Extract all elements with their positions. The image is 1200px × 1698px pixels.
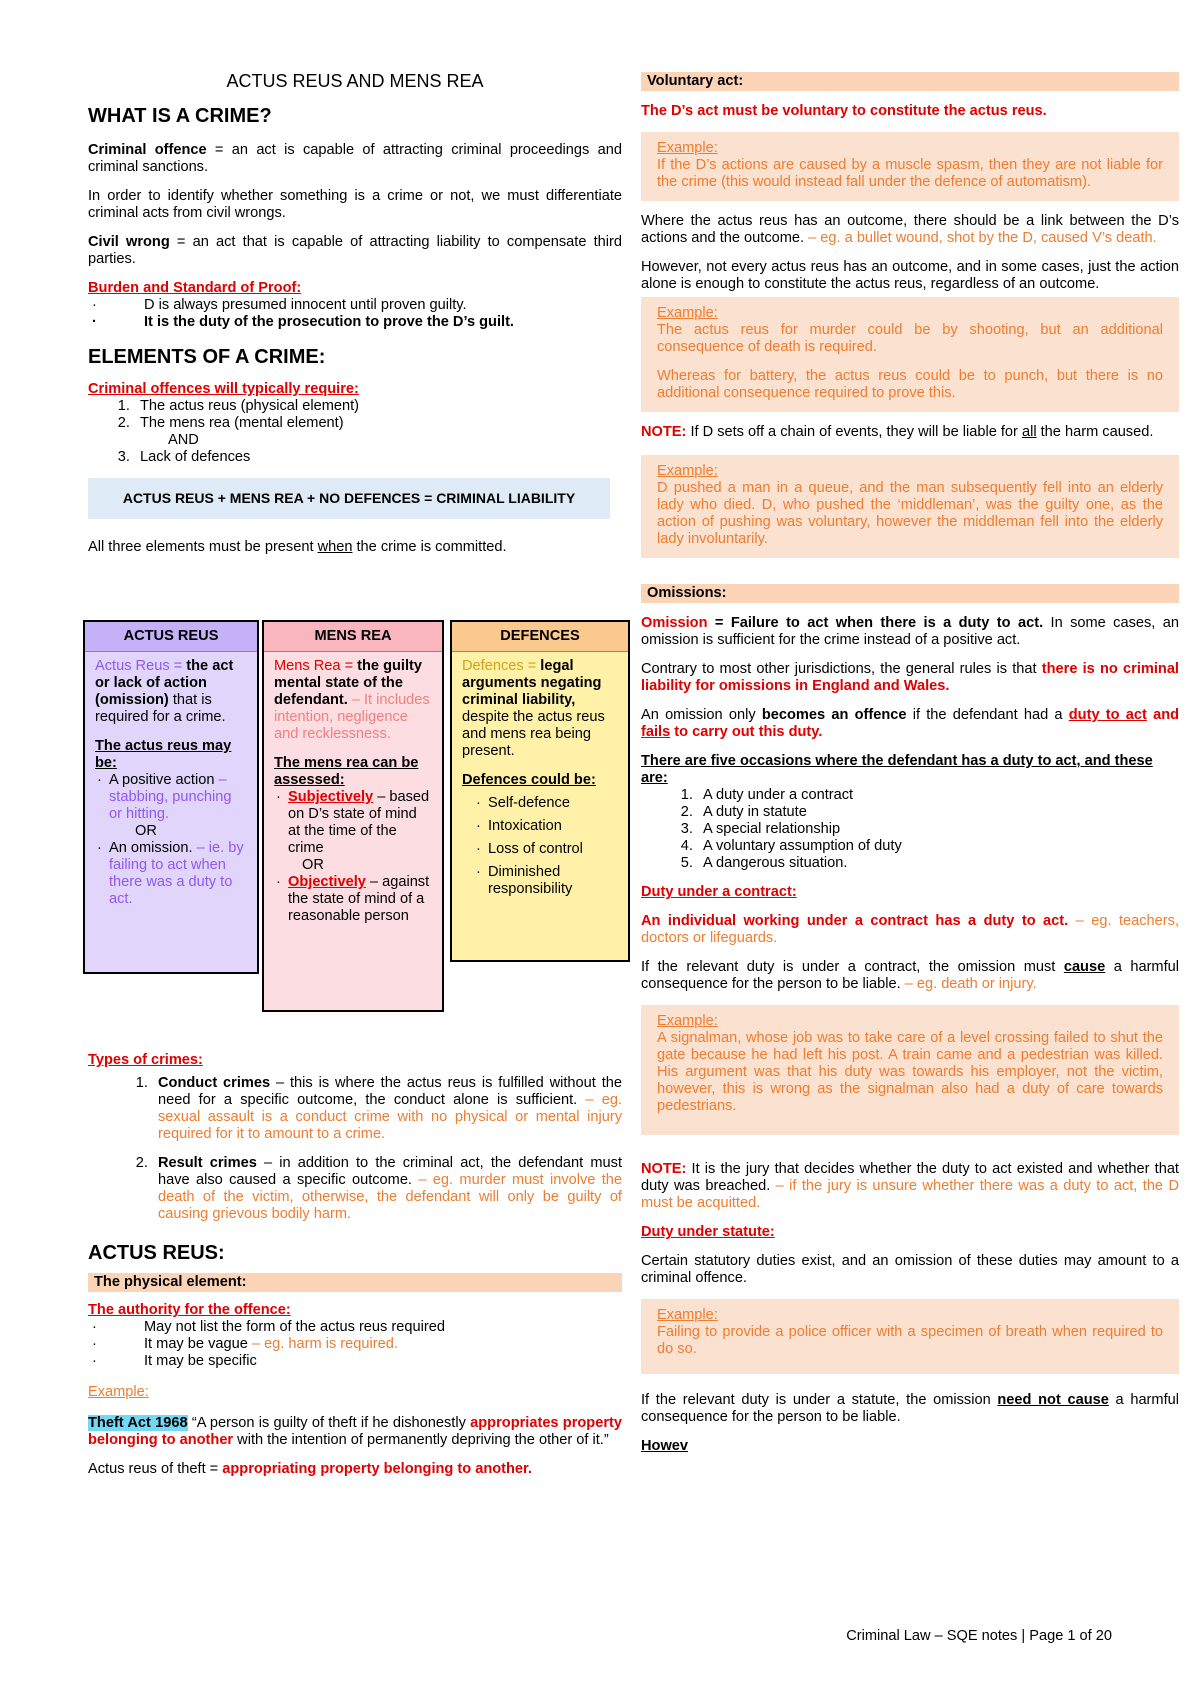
example-label: Example: [657, 463, 718, 479]
list-item [288, 874, 432, 925]
omission-def: = Failure to act when there is a duty to act. [707, 615, 1044, 631]
actus-def-tail: that is required for a crime. [95, 692, 226, 725]
list-item: 2. A duty in statute [697, 804, 1179, 821]
only-g: to carry out this duty. [670, 724, 823, 740]
mens-rea-card [262, 620, 444, 1012]
card-title: MENS REA [264, 622, 442, 652]
item-term: Objectively [288, 874, 366, 890]
list-item [288, 789, 432, 874]
theft-act-quote [88, 1415, 622, 1449]
example-label: Example: [657, 1307, 718, 1323]
example-text: Whereas for battery, the actus reus could be to punch, but there is no additional consequence required to prove this. [657, 368, 1163, 401]
def-legal: legal arguments negating criminal liability, [462, 658, 602, 708]
page-footer: Criminal Law – SQE notes | Page 1 of 20 [846, 1628, 1112, 1644]
and-text: AND [168, 432, 199, 448]
or-text: OR [135, 823, 157, 839]
rel-b: cause [1063, 959, 1106, 975]
voluntary-act-bar: Voluntary act: [641, 72, 1179, 91]
list-item [134, 415, 622, 449]
contrary-para [641, 661, 1179, 695]
note-text: If D sets off a chain of events, they will be liable for [686, 424, 1022, 440]
mens-term: Mens Rea [274, 658, 341, 674]
item-text: A positive action [109, 772, 215, 788]
example-label: Example: [657, 305, 718, 321]
example-box [641, 297, 1179, 412]
note2-para [641, 1161, 1179, 1212]
all-three-a: All three elements must be present [88, 539, 318, 555]
rel-c: a harmful consequence for the person to be liable. [641, 959, 1179, 992]
note-text: It is the jury that decides whether the duty to act existed and whether that duty was breached. [641, 1161, 1179, 1194]
card-title: DEFENCES [452, 622, 628, 652]
eq: = [340, 658, 358, 674]
card-body [85, 652, 257, 914]
item-example: – ie. by failing to act when there was a duty to act. [109, 840, 244, 907]
outcome-text: Where the actus reus has an outcome, there should be a link between the D’s actions and the outcome. [641, 213, 1179, 246]
example-text: D pushed a man in a queue, and the man subsequently fell into an elderly lady who died. D, who pushed the ‘middleman’, was the guilty one, as the action of pushing was voluntary, however the middleman fell into the elderly lady involuntarily. [657, 480, 1163, 547]
voluntary-red: The D’s act must be voluntary to constitute the actus reus. [641, 103, 1047, 119]
item-text: It may be vague [144, 1336, 248, 1352]
types-heading: Types of crimes: [88, 1052, 203, 1068]
actus-list [95, 772, 247, 908]
note-label: NOTE: [641, 1161, 687, 1177]
rel-example: – eg. death or injury. [900, 976, 1037, 992]
actus-theft-para [88, 1461, 622, 1478]
authority-heading: The authority for the offence: [88, 1302, 291, 1318]
type-term: Conduct crimes [158, 1075, 271, 1091]
mens-def: the guilty mental state of the defendant. [274, 658, 423, 708]
example-label: Example: [657, 140, 718, 156]
note-para [641, 424, 1179, 441]
five-heading: There are five occasions where the defendant has a duty to act, and these are: [641, 753, 1153, 786]
item-text: May not list the form of the actus reus required [144, 1319, 445, 1335]
list-item-text: The mens rea (mental element) [140, 415, 344, 431]
only-e: and [1146, 707, 1180, 723]
only-c: if the defendant had a [906, 707, 1069, 723]
omissions-bar: Omissions: [641, 584, 1179, 603]
item-text: An omission. [109, 840, 193, 856]
actus-theft-b: appropriating property belonging to another. [222, 1461, 532, 1477]
note-all: all [1021, 424, 1037, 440]
actus-def: the act or lack of action (omission) [95, 658, 234, 708]
list-item: 1. The actus reus (physical element) [134, 398, 622, 415]
civil-wrong-term: Civil wrong [88, 234, 170, 250]
burden-heading: Burden and Standard of Proof: [88, 280, 302, 296]
type-example: – eg. sexual assault is a conduct crime with no physical or mental injury required for it to amount to a crime. [158, 1092, 623, 1142]
elements-list [88, 398, 622, 466]
omission-term: Omission [641, 615, 708, 631]
civil-wrong-para [88, 234, 622, 268]
list-item: · Loss of control [488, 841, 618, 858]
list-item [152, 1075, 622, 1143]
right-column [641, 72, 1179, 1455]
list-item: · It is the duty of the prosecution to prove the D’s guilt. [144, 314, 622, 331]
eq: = [523, 658, 541, 674]
list-item [109, 772, 247, 840]
omission-def-para [641, 615, 1179, 649]
left-column [88, 70, 622, 556]
example-label: Example: [88, 1384, 149, 1400]
example-text: A signalman, whose job was to take care of a level crossing failed to shut the gate because he had left his post. A train came and a pedestrian was killed. His argument was that his duty was towards his employer, not the victim, however, this is wrong as the signalman also had a duty of care towards pedestrians. [657, 1030, 1163, 1114]
contract-red: An individual working under a contract has a duty to act. [641, 913, 1069, 929]
example-text: If the D’s actions are caused by a muscle spasm, then they are not liable for the crime (this would instead fall under the defence of automatism). [657, 157, 1163, 190]
list-item: 4. A voluntary assumption of duty [697, 838, 1179, 855]
civil-wrong-def: = an act that is capable of attracting liability to compensate third parties. [88, 234, 622, 267]
note-text-b: the harm caused. [1036, 424, 1154, 440]
contract-para [641, 913, 1179, 947]
list-item [144, 1319, 622, 1336]
statute-rel-para [641, 1392, 1179, 1426]
item-example: – eg. harm is required. [247, 1336, 398, 1352]
rel-a: If the relevant duty is under a statute, the omission [641, 1392, 998, 1408]
only-b: becomes an offence [761, 707, 907, 723]
def-tail: despite the actus reus and mens rea being present. [462, 709, 605, 759]
example-box [641, 455, 1179, 558]
actus-term: Actus Reus [95, 658, 170, 674]
what-heading: WHAT IS A CRIME? [88, 105, 272, 127]
identify-para: In order to identify whether something is a crime or not, we must differentiate criminal acts from civil wrongs. [88, 188, 622, 221]
card-body [264, 652, 442, 931]
rel-c: a harmful consequence for the person to be liable. [641, 1392, 1179, 1425]
all-three-b: the crime is committed. [352, 539, 507, 555]
types-list [88, 1075, 622, 1223]
defences-list [462, 795, 618, 898]
item-term: Subjectively [288, 789, 374, 805]
item-text: – against the state of mind of a reasonable person [288, 874, 430, 924]
defences-card [450, 620, 630, 962]
item-text: – based on D’s state of mind at the time of the crime [288, 789, 430, 856]
outcome-para [641, 213, 1179, 247]
list-item: · Intoxication [488, 818, 618, 835]
only-para [641, 707, 1179, 741]
theft-quote-b: with the intention of permanently depriving the other of it.” [233, 1432, 609, 1448]
statute-para: Certain statutory duties exist, and an omission of these duties may amount to a criminal offence. [641, 1253, 1179, 1286]
type-term: Result crimes [158, 1155, 257, 1171]
only-f: fails [641, 724, 671, 740]
list-item: 3. A special relationship [697, 821, 1179, 838]
actus-theft-a: Actus reus of theft = [88, 1461, 223, 1477]
contract-rel-para [641, 959, 1179, 993]
note-example: – if the jury is unsure whether there was a duty to act, the D must be acquitted. [641, 1178, 1179, 1211]
left-column-lower [88, 1052, 622, 1478]
type-example: – eg. murder must involve the death of the victim, otherwise, the defendant will only be guilty of causing grievous bodily harm. [158, 1172, 623, 1222]
page-title: ACTUS REUS AND MENS REA [226, 71, 484, 91]
physical-element-bar: The physical element: [88, 1273, 622, 1292]
however-para: However, not every actus reus has an outcome, and in some cases, just the action alone is enough to constitute the actus reus, regardless of an outcome. [641, 259, 1179, 292]
card-title: ACTUS REUS [85, 622, 257, 652]
mens-list [274, 789, 432, 925]
crim-offence-term: Criminal offence [88, 142, 207, 158]
example-box [641, 1005, 1179, 1135]
authority-list [88, 1319, 622, 1370]
statute-heading: Duty under statute: [641, 1224, 775, 1240]
list-item: 5. A dangerous situation. [697, 855, 1179, 872]
rel-b: need not cause [997, 1392, 1109, 1408]
list-item: 1. A duty under a contract [697, 787, 1179, 804]
five-list [641, 787, 1179, 872]
example-label: Example: [657, 1013, 718, 1029]
could-be: Defences could be: [462, 772, 596, 788]
burden-list [88, 297, 622, 331]
type-text: – in addition to the criminal act, the defendant must have also caused a specific outcome. [158, 1155, 622, 1188]
eq: = [169, 658, 187, 674]
only-a: An omission only [641, 707, 762, 723]
list-item [144, 1336, 622, 1353]
def-term: Defences [462, 658, 524, 674]
contrary-text: Contrary to most other jurisdictions, the general rules is that [641, 661, 1042, 677]
outcome-example: – eg. a bullet wound, shot by the D, caused V’s death. [804, 230, 1157, 246]
howev-text: Howev [641, 1438, 689, 1454]
item-example: – stabbing, punching or hitting. [109, 772, 232, 822]
actus-reus-card [83, 620, 259, 974]
list-item [109, 840, 247, 908]
or-text: OR [302, 857, 324, 873]
mens-def-ex: – It includes intention, negligence and recklessness. [274, 692, 430, 742]
crim-offence-def: = an act is capable of attracting criminal proceedings and criminal sanctions. [88, 142, 622, 175]
example-box [641, 132, 1179, 201]
example-text: The actus reus for murder could be by shooting, but an additional consequence of death is required. [657, 322, 1163, 355]
item-text: It may be specific [144, 1353, 257, 1369]
list-item: 3. Lack of defences [134, 449, 622, 466]
example-box [641, 1299, 1179, 1374]
crim-offence-para [88, 142, 622, 176]
elements-heading: ELEMENTS OF A CRIME: [88, 346, 326, 368]
list-item [144, 1353, 622, 1370]
elements-sub: Criminal offences will typically require: [88, 381, 359, 397]
contract-example: – eg. teachers, doctors or lifeguards. [641, 913, 1179, 946]
theft-act-name: Theft Act 1968 [88, 1415, 188, 1431]
all-three-when: when [317, 539, 353, 555]
list-item: · Diminished responsibility [488, 864, 618, 898]
assessed: The mens rea can be assessed: [274, 755, 419, 788]
only-d: duty to act [1068, 707, 1147, 723]
rel-a: If the relevant duty is under a contract, the omission must [641, 959, 1064, 975]
may-be: The actus reus may be: [95, 738, 232, 771]
list-item [152, 1155, 622, 1223]
all-three-para [88, 539, 622, 556]
liability-formula: ACTUS REUS + MENS REA + NO DEFENCES = CRIMINAL LIABILITY [88, 478, 610, 519]
list-item: · Self-defence [488, 795, 618, 812]
theft-quote-red: appropriates property belonging to another [88, 1415, 622, 1448]
list-item: · D is always presumed innocent until proven guilty. [144, 297, 622, 314]
omission-tail: In some cases, an omission is sufficient for the crime instead of a positive act. [641, 615, 1179, 648]
contract-heading: Duty under a contract: [641, 884, 797, 900]
actus-reus-heading: ACTUS REUS: [88, 1242, 225, 1264]
type-text: – this is where the actus reus is fulfilled without the need for a specific outcome, the conduct alone is sufficient. [158, 1075, 622, 1108]
note-label: NOTE: [641, 424, 687, 440]
contrary-red: there is no criminal liability for omissions in England and Wales. [641, 661, 1179, 694]
card-body [452, 652, 628, 904]
theft-quote-a: “A person is guilty of theft if he dishonestly [187, 1415, 471, 1431]
example-text: Failing to provide a police officer with a specimen of breath when required to do so. [657, 1324, 1163, 1357]
